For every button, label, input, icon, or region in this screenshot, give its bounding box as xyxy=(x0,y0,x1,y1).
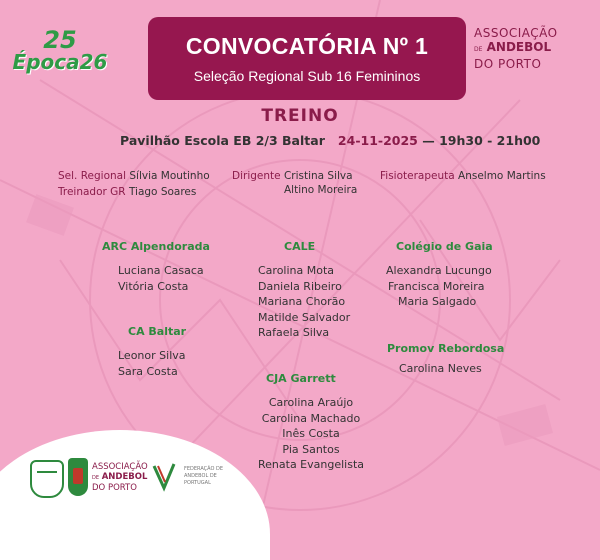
staff-treinador-gr xyxy=(58,186,196,198)
session-details xyxy=(120,133,540,148)
club-name: CA Baltar xyxy=(128,325,187,338)
footer-assoc-line2: ANDEBOL xyxy=(101,472,148,482)
player-name: Vitória Costa xyxy=(118,279,189,293)
assoc-line1: ASSOCIAÇÃO xyxy=(474,26,558,40)
player-name: Mariana Chorão xyxy=(258,295,346,308)
player-name: Carolina Araújo xyxy=(268,396,354,409)
staff-name: Cristina Silva xyxy=(283,170,353,182)
club-name: ARC Alpendorada xyxy=(102,240,210,253)
player-name: Daniela Ribeiro xyxy=(258,279,342,293)
club-name: Colégio de Gaia xyxy=(396,240,493,253)
association-logo xyxy=(474,26,584,71)
assoc-de: DE xyxy=(474,46,483,53)
staff-role: Fisioterapeuta xyxy=(380,170,455,182)
club-arc-alpendorada xyxy=(102,240,242,294)
player-name: Matilde Salvador xyxy=(258,310,351,324)
player-name: Leonor Silva xyxy=(118,349,186,362)
porto-crest-icon xyxy=(68,458,88,496)
staff-sel-regional xyxy=(58,170,210,182)
player-name: Renata Evangelista xyxy=(258,458,364,471)
player-name: Francisca Moreira xyxy=(388,279,485,293)
club-promov-rebordosa xyxy=(387,342,527,377)
player-name: Carolina Machado xyxy=(261,411,361,425)
page-subtitle: Seleção Regional Sub 16 Femininos xyxy=(193,68,421,84)
player-name: Luciana Casaca xyxy=(118,264,204,277)
player-name: Alexandra Lucungo xyxy=(386,264,492,277)
season-year-end: 26 xyxy=(79,50,108,74)
club-ca-baltar xyxy=(118,325,228,379)
club-cale xyxy=(250,240,370,341)
footer-association-logo xyxy=(92,462,148,493)
page-title: CONVOCATÓRIA Nº 1 xyxy=(185,33,429,59)
club-cja-garrett xyxy=(246,372,376,473)
federation-logo-icon xyxy=(150,460,178,492)
player-name: Carolina Mota xyxy=(258,264,335,277)
club-crest-icon xyxy=(30,460,64,498)
player-name: Inês Costa xyxy=(282,427,340,440)
player-name: Rafaela Silva xyxy=(258,326,330,339)
assoc-line2: ANDEBOL xyxy=(486,40,552,54)
assoc-line3: DO PORTO xyxy=(474,57,542,71)
venue: Pavilhão Escola EB 2/3 Baltar xyxy=(120,133,325,148)
club-colegio-de-gaia xyxy=(386,240,536,310)
staff-dirigente xyxy=(232,170,353,182)
staff-role: Treinador GR xyxy=(58,186,126,198)
staff-role: Sel. Regional xyxy=(58,170,127,182)
footer-assoc-line1: ASSOCIAÇÃO xyxy=(92,462,148,472)
session-time: — 19h30 - 21h00 xyxy=(422,133,541,148)
title-box xyxy=(148,17,466,100)
staff-name: Tiago Soares xyxy=(128,186,197,198)
footer-assoc-line3: DO PORTO xyxy=(92,483,137,493)
staff-name: Anselmo Martins xyxy=(458,170,546,182)
season-label: Época xyxy=(12,50,80,74)
club-name: CALE xyxy=(284,240,316,253)
player-name: Maria Salgado xyxy=(398,295,477,308)
session-date: 24-11-2025 xyxy=(337,133,418,148)
footer-assoc-de: DE xyxy=(92,475,100,481)
staff-role: Dirigente xyxy=(232,170,281,182)
player-name: Carolina Neves xyxy=(399,362,482,375)
player-name: Sara Costa xyxy=(118,364,178,378)
staff-name: Altino Moreira xyxy=(284,184,358,196)
staff-fisioterapeuta xyxy=(380,170,546,182)
footer-logos xyxy=(26,456,236,504)
club-name: CJA Garrett xyxy=(266,372,336,385)
staff-dirigente-2 xyxy=(284,184,357,196)
season-year-start: 25 xyxy=(43,26,77,54)
player-name: Pia Santos xyxy=(282,442,340,456)
federation-name: FEDERAÇÃO DE ANDEBOL DE PORTUGAL xyxy=(184,466,224,486)
club-name: Promov Rebordosa xyxy=(387,342,505,355)
season-logo xyxy=(6,28,114,72)
staff-name: Sílvia Moutinho xyxy=(129,170,210,182)
session-type: TREINO xyxy=(261,106,339,126)
